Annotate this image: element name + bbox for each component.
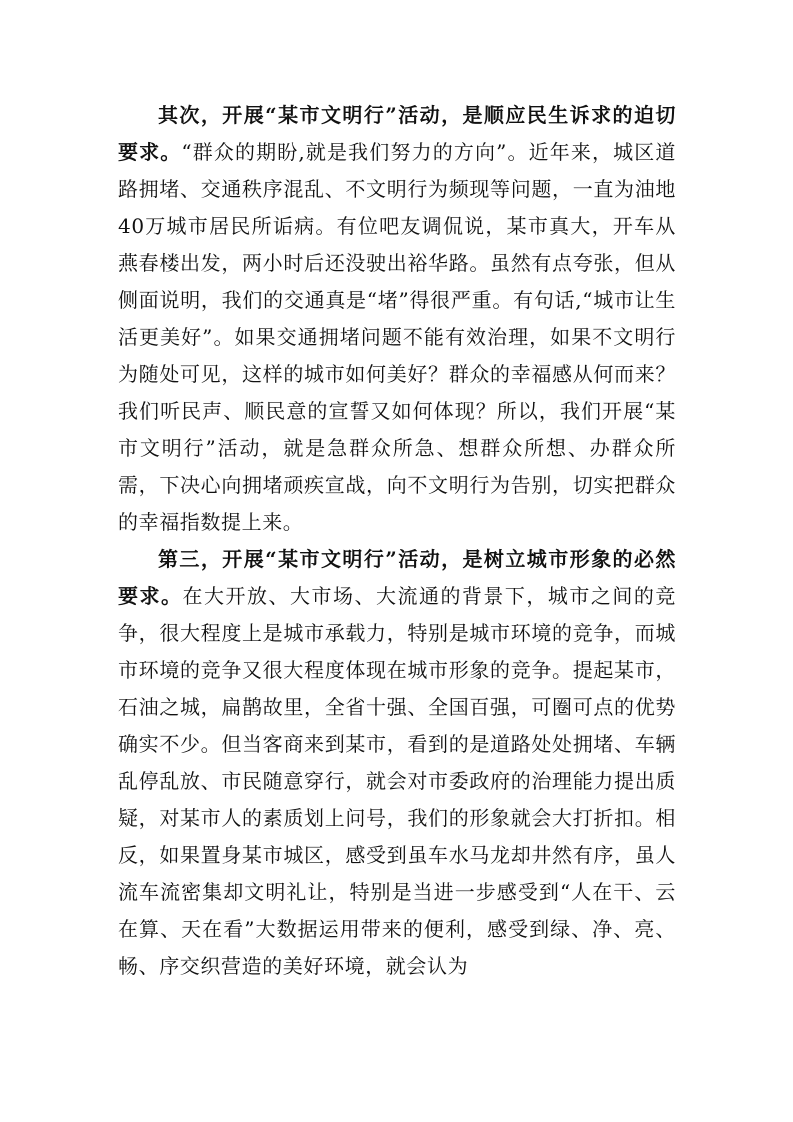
paragraph-third-point <box>118 541 676 985</box>
document-body <box>118 97 676 985</box>
paragraph-text: “群众的期盼,就是我们努力的方向”。近年来，城区道路拥堵、交通秩序混乱、不文明行为频现等问题，一直为油地40万城市居民所诟病。有位吧友调侃说，某市真大，开车从燕春楼出发，两小时后还没驶出裕华路。虽然有点夸张，但从侧面说明，我们的交通真是“堵”得很严重。有句话,“城市让生活更美好”。如果交通拥堵问题不能有效治理，如果不文明行为随处可见，这样的城市如何美好？群众的幸福感从何而来？我们听民声、顺民意的宣誓又如何体现？所以，我们开展“某市文明行”活动，就是急群众所急、想群众所想、办群众所需，下决心向拥堵顽疾宣战，向不文明行为告别，切实把群众的幸福指数提上来。 <box>118 140 676 534</box>
paragraph-heading: 第三，开展“某市文明行”活动，是树立城市形象的必然要求。 <box>118 547 676 608</box>
paragraph-second-point <box>118 97 676 541</box>
paragraph-heading: 其次，开展“某市文明行”活动，是顺应民生诉求的迫切要求。 <box>118 103 676 164</box>
paragraph-text: 在大开放、大市场、大流通的背景下，城市之间的竞争，很大程度上是城市承载力，特别是城市环境的竞争，而城市环境的竞争又很大程度体现在城市形象的竞争。提起某市，石油之城，扁鹊故里，全省十强、全国百强，可圈可点的优势确实不少。但当客商来到某市，看到的是道路处处拥堵、车辆乱停乱放、市民随意穿行，就会对市委政府的治理能力提出质疑，对某市人的素质划上问号，我们的形象就会大打折扣。相反，如果置身某市城区，感受到虽车水马龙却井然有序，虽人流车流密集却文明礼让，特别是当进一步感受到“人在干、云在算、天在看”大数据运用带来的便利，感受到绿、净、亮、畅、序交织营造的美好环境，就会认为 <box>118 584 676 978</box>
